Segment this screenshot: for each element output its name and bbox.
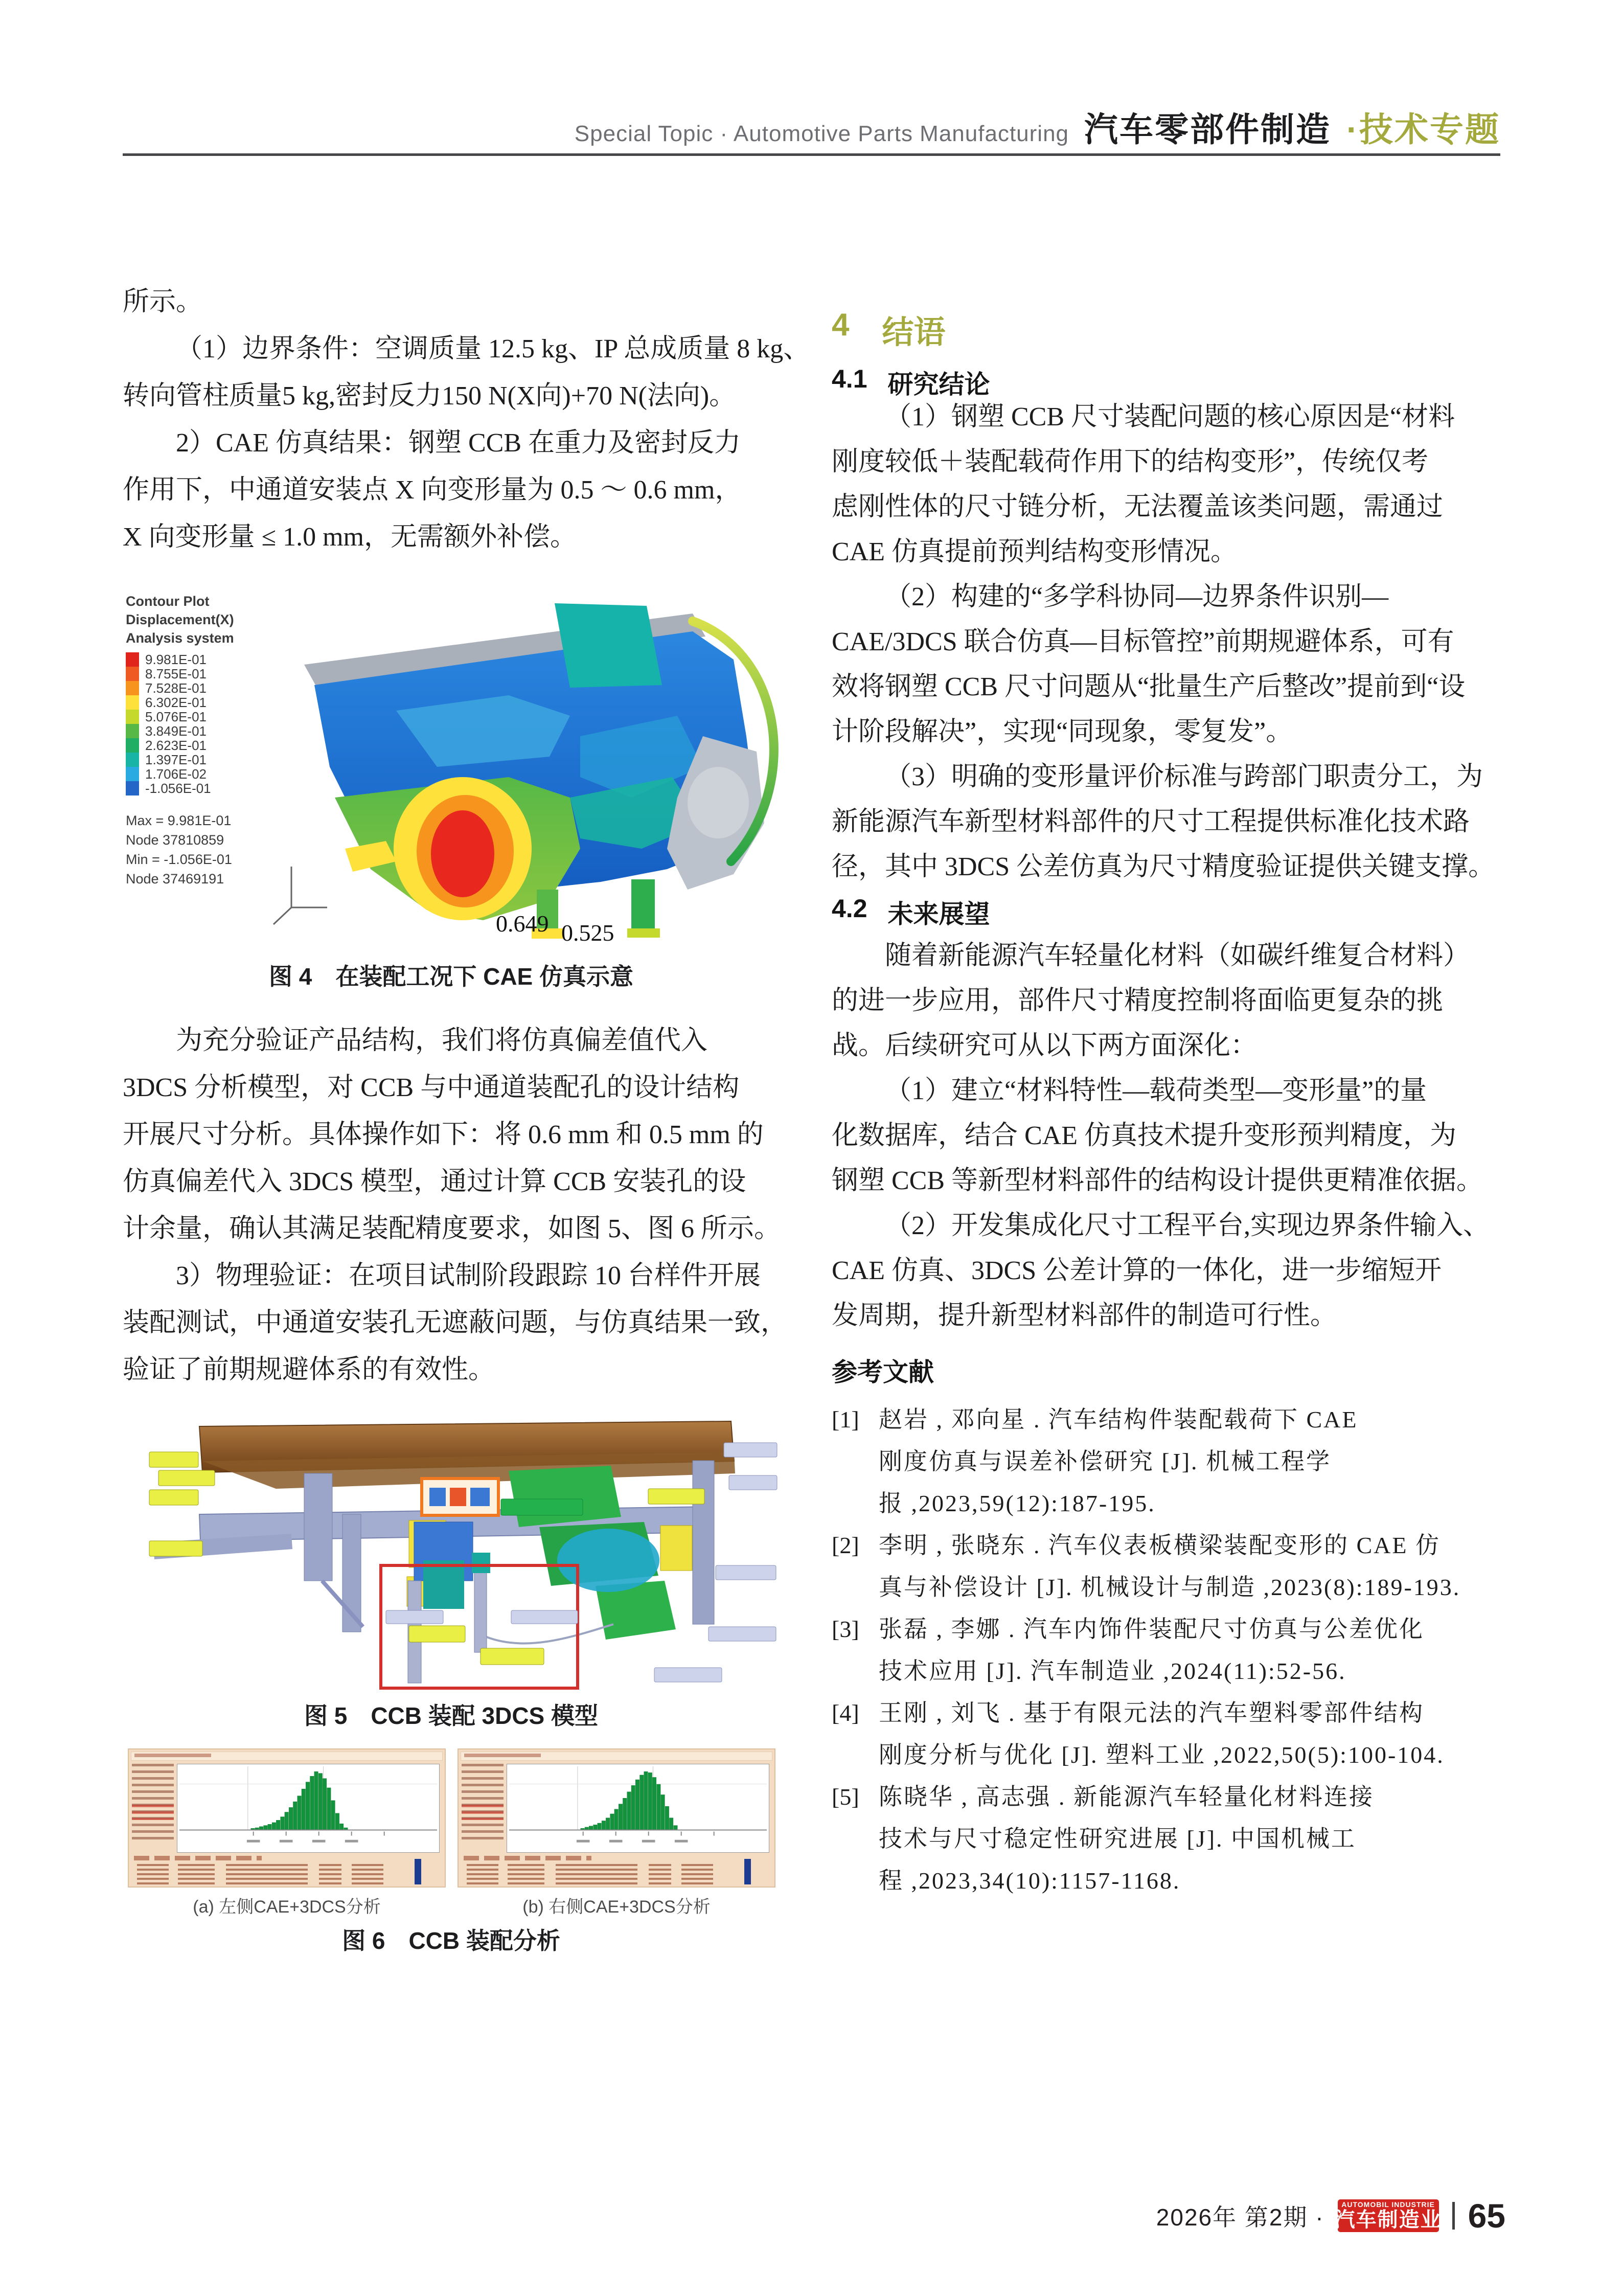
- figure5-3dcs-model: [123, 1412, 780, 1694]
- reference-text: 报 ,2023,59(12):187-195.: [879, 1490, 1156, 1516]
- logo-subtitle: AUTOMOBIL INDUSTRIE: [1341, 2200, 1435, 2209]
- hotspot-red: [431, 810, 494, 897]
- stat-min: Min = -1.056E-01: [126, 852, 232, 867]
- subsection-number: 4.1: [832, 365, 867, 393]
- body-line: 计阶段解决”，实现“同现象，零复发”。: [832, 717, 1293, 746]
- panel-table-header: [134, 1856, 262, 1860]
- part-chip: [450, 1488, 466, 1506]
- reference-item: [832, 1608, 1501, 1692]
- reference-text: 刚度仿真与误差补偿研究 [J]. 机械工程学: [879, 1448, 1332, 1474]
- paragraph-boundary-conditions: [123, 279, 810, 561]
- table-column: [556, 1864, 637, 1884]
- histogram-chart-b: [507, 1764, 769, 1852]
- stat-max: Max = 9.981E-01: [126, 813, 232, 828]
- body-line: 战。后续研究可从以下两方面深化：: [832, 1031, 1258, 1060]
- deformation-value-label: 0.525: [561, 920, 614, 946]
- section-title: 结语: [882, 315, 946, 350]
- table-column: [681, 1864, 713, 1884]
- body-line: （1）建立“材料特性—载荷类型—变形量”的量: [885, 1076, 1427, 1105]
- deformation-value-label: 0.649: [496, 911, 549, 937]
- body-line: 径，其中 3DCS 公差仿真为尺寸精度验证提供关键支撑。: [832, 852, 1495, 881]
- legend-value: 7.528E-01: [145, 680, 207, 696]
- legend-color-swatch: [126, 738, 139, 753]
- subsection-heading-outlook: [832, 894, 990, 930]
- body-line: CAE 仿真提前预判结构变形情况。: [832, 537, 1238, 566]
- model-gray-disc: [688, 767, 749, 838]
- legend-color-swatch: [126, 652, 139, 667]
- reference-text: 赵岩 , 邓向星 . 汽车结构件装配载荷下 CAE: [879, 1406, 1358, 1433]
- cyan-duct: [557, 1529, 659, 1592]
- body-line: （1）钢塑 CCB 尺寸装配问题的核心原因是“材料: [885, 402, 1455, 431]
- page-number: 65: [1468, 2197, 1505, 2235]
- contour-stats: [126, 811, 248, 889]
- reference-text: 刚度分析与优化 [J]. 塑料工业 ,2022,50(5):100-104.: [879, 1742, 1445, 1768]
- body-line: 所示。: [123, 287, 203, 316]
- body-line: CAE 仿真、3DCS 公差计算的一体化，进一步缩短开: [832, 1256, 1442, 1285]
- reference-number: [1]: [832, 1406, 859, 1433]
- subsection-title: 研究结论: [887, 370, 990, 399]
- legend-title: Displacement(X): [126, 612, 234, 627]
- body-line: X 向变形量 ≤ 1.0 mm，无需额外补偿。: [123, 522, 577, 552]
- part-chip: [429, 1488, 446, 1506]
- body-line: （1）边界条件：空调质量 12.5 kg、IP 总成质量 8 kg、: [176, 334, 810, 363]
- contour-legend-entry: [126, 695, 248, 710]
- legend-color-swatch: [126, 681, 139, 695]
- right-column: [832, 0, 1501, 2296]
- reference-number: [3]: [832, 1616, 859, 1642]
- body-line: （2）开发集成化尺寸工程平台,实现边界条件输入、: [885, 1211, 1490, 1240]
- ccb-end-frame: [693, 1461, 714, 1624]
- paragraph-conclusion-1: [832, 395, 1501, 890]
- logo-title: 汽车制造业: [1334, 2208, 1442, 2231]
- reference-text: 技术应用 [J]. 汽车制造业 ,2024(11):52-56.: [879, 1658, 1346, 1684]
- axis-triad-icon: [273, 867, 327, 924]
- magazine-logo: [1334, 2199, 1442, 2232]
- table-column: [352, 1864, 383, 1884]
- panel-stats-sidebar: [462, 1764, 504, 1839]
- panel-titlebar: [131, 1752, 443, 1761]
- green-assembly: [509, 1466, 621, 1527]
- mount-leg: [474, 1565, 487, 1652]
- table-blue-bar: [415, 1859, 421, 1884]
- header-topic-english: Special Topic · Automotive Parts Manufacturing: [574, 121, 1069, 146]
- yellow-block: [660, 1526, 692, 1571]
- legend-title: Analysis system: [126, 630, 234, 646]
- reference-item: [832, 1525, 1501, 1608]
- center-console-teal: [423, 1560, 464, 1609]
- body-line: 化数据库，结合 CAE 仿真技术提升变形预判精度，为: [832, 1121, 1457, 1150]
- legend-value: 8.755E-01: [145, 666, 207, 681]
- body-line: 钢塑 CCB 等新型材料部件的结构设计提供更精准依据。: [832, 1166, 1483, 1195]
- model-foot: [627, 928, 660, 938]
- table-column: [178, 1864, 215, 1884]
- legend-color-swatch: [126, 724, 139, 738]
- contour-legend-entry: [126, 767, 248, 781]
- stat-max-node: Node 37810859: [126, 832, 224, 848]
- legend-value: -1.056E-01: [145, 780, 211, 796]
- figure5-caption: 图 5 CCB 装配 3DCS 模型: [304, 1702, 599, 1729]
- legend-value: 5.076E-01: [145, 709, 207, 724]
- callout-label-green: [501, 1499, 583, 1515]
- figure6-subcaption-b: (b) 右侧CAE+3DCS分析: [522, 1897, 711, 1917]
- contour-legend-entry: [126, 753, 248, 767]
- legend-color-swatch: [126, 695, 139, 710]
- header-topic-tag: ·技术专题: [1346, 110, 1500, 148]
- legend-title: Contour Plot: [126, 594, 210, 609]
- legend-value: 2.623E-01: [145, 737, 207, 753]
- subsection-title: 未来展望: [887, 900, 990, 928]
- histogram-chart-a: [177, 1764, 439, 1852]
- contour-legend-entry: [126, 724, 248, 738]
- legend-color-swatch: [126, 781, 139, 795]
- reference-text: 王刚 , 刘飞 . 基于有限元法的汽车塑料零部件结构: [879, 1700, 1424, 1726]
- table-column: [226, 1864, 308, 1884]
- legend-color-swatch: [126, 710, 139, 724]
- body-line: 转向管柱质量5 kg,密封反力150 N(X向)+70 N(法向)。: [123, 381, 736, 411]
- header-topic-chinese: 汽车零部件制造: [1084, 110, 1332, 148]
- reference-item: [832, 1692, 1501, 1776]
- axis-ticks: [577, 1832, 715, 1843]
- paragraph-3dcs-verification: [123, 1017, 788, 1394]
- cae-model-illustration: [243, 583, 780, 941]
- body-line: 装配测试，中通道安装孔无遮蔽问题，与仿真结果一致，: [123, 1308, 788, 1337]
- table-column: [319, 1864, 341, 1884]
- table-blue-bar: [744, 1859, 751, 1884]
- model-leg: [631, 879, 655, 930]
- body-line: 的进一步应用，部件尺寸精度控制将面临更复杂的挑: [832, 986, 1444, 1015]
- reference-text: 真与补偿设计 [J]. 机械设计与制造 ,2023(8):189-193.: [879, 1574, 1461, 1600]
- mount-bracket: [472, 1553, 490, 1573]
- legend-value: 9.981E-01: [145, 651, 207, 667]
- legend-color-swatch: [126, 753, 139, 767]
- references-heading: [832, 1352, 934, 1389]
- body-line: 发周期，提升新型材料部件的制造可行性。: [832, 1301, 1337, 1330]
- model-teal-panel: [555, 603, 662, 688]
- body-line: 仿真偏差代入 3DCS 模型，通过计算 CCB 安装孔的设: [123, 1167, 746, 1196]
- subsection-number: 4.2: [832, 894, 867, 923]
- body-line: 作用下，中通道安装点 X 向变形量为 0.5 ～ 0.6 mm，: [123, 475, 742, 505]
- table-column: [137, 1864, 169, 1884]
- reference-item: [832, 1776, 1501, 1902]
- contour-legend-entry: [126, 710, 248, 724]
- axis-ticks: [247, 1832, 385, 1843]
- body-line: （2）构建的“多学科协同—边界条件识别—: [885, 582, 1389, 611]
- ccb-tower: [304, 1473, 332, 1581]
- figure6-subcaption-a: (a) 左侧CAE+3DCS分析: [193, 1897, 381, 1917]
- reference-text: 张磊 , 李娜 . 汽车内饰件装配尺寸仿真与公差优化: [879, 1616, 1424, 1642]
- issue-label: 2026年 第2期 ·: [1156, 2204, 1324, 2231]
- body-line: CAE/3DCS 联合仿真—目标管控”前期规避体系，可有: [832, 627, 1454, 656]
- footer-divider: [1452, 2202, 1455, 2230]
- panel-histogram-plot: [177, 1764, 440, 1853]
- reference-text: 陈晓华 , 高志强 . 新能源汽车轻量化材料连接: [879, 1784, 1374, 1810]
- body-line: 虑刚性体的尺寸链分析，无法覆盖该类问题，需通过: [832, 492, 1444, 521]
- reference-text: 李明 , 张晓东 . 汽车仪表板横梁装配变形的 CAE 仿: [879, 1532, 1441, 1558]
- figure6-panel-b: [458, 1748, 775, 1888]
- part-chip: [470, 1488, 490, 1506]
- table-column: [467, 1864, 498, 1884]
- reference-number: [2]: [832, 1532, 859, 1558]
- legend-color-swatch: [126, 667, 139, 681]
- contour-legend-entry: [126, 738, 248, 753]
- body-line: （3）明确的变形量评价标准与跨部门职责分工，为: [885, 762, 1483, 791]
- reference-text: 技术与尺寸稳定性研究进展 [J]. 中国机械工: [879, 1826, 1357, 1852]
- leader-line: [487, 1624, 613, 1644]
- body-line: 3DCS 分析模型，对 CCB 与中通道装配孔的设计结构: [123, 1073, 740, 1102]
- panel-histogram-plot: [507, 1764, 769, 1853]
- reference-item: [832, 1399, 1501, 1525]
- figure4-cae-contour-plot: [123, 583, 780, 955]
- stat-min-node: Node 37469191: [126, 871, 224, 886]
- body-line: 刚度较低＋装配载荷作用下的结构变形”，传统仅考: [832, 447, 1429, 476]
- table-column: [508, 1864, 544, 1884]
- section-number: 4: [832, 307, 850, 343]
- body-line: 为充分验证产品结构，我们将仿真偏差值代入: [176, 1026, 708, 1055]
- figure4-caption: 图 4 在装配工况下 CAE 仿真示意: [268, 963, 634, 990]
- figure6-panel-a: [128, 1748, 446, 1888]
- contour-legend: [126, 592, 248, 889]
- legend-value: 1.397E-01: [145, 752, 207, 767]
- paragraph-outlook: [832, 934, 1501, 1338]
- legend-value: 1.706E-02: [145, 766, 207, 782]
- references-title: 参考文献: [832, 1358, 934, 1386]
- legend-value: 3.849E-01: [145, 723, 207, 739]
- contour-legend-entry: [126, 681, 248, 695]
- reference-number: [4]: [832, 1700, 859, 1726]
- page-footer: [1156, 2196, 1505, 2235]
- reference-text: 程 ,2023,34(10):1157-1168.: [879, 1868, 1181, 1894]
- panel-titlebar: [461, 1752, 772, 1761]
- body-line: 计余量，确认其满足装配精度要求，如图 5、图 6 所示。: [123, 1214, 781, 1243]
- body-line: 2）CAE 仿真结果：钢塑 CCB 在重力及密封反力: [176, 428, 741, 458]
- legend-value: 6.302E-01: [145, 694, 207, 710]
- body-line: 新能源汽车新型材料部件的尺寸工程提供标准化技术路: [832, 807, 1470, 836]
- figure6-caption: 图 6 CCB 装配分析: [342, 1927, 560, 1954]
- panel-stats-sidebar: [132, 1764, 174, 1839]
- legend-color-swatch: [126, 767, 139, 781]
- contour-legend-entry: [126, 667, 248, 681]
- body-line: 随着新能源汽车轻量化材料（如碳纤维复合材料）: [885, 941, 1470, 970]
- left-column: [123, 0, 810, 2296]
- section-heading-conclusion: [832, 307, 946, 352]
- panel-table-header: [464, 1856, 591, 1860]
- body-line: 3）物理验证：在项目试制阶段跟踪 10 台样件开展: [176, 1261, 761, 1290]
- contour-legend-scale: [126, 652, 248, 795]
- body-line: 效将钢塑 CCB 尺寸问题从“批量生产后整改”提前到“设: [832, 672, 1466, 701]
- contour-legend-entry: [126, 652, 248, 667]
- table-column: [649, 1864, 671, 1884]
- body-line: 验证了前期规避体系的有效性。: [123, 1355, 495, 1384]
- reference-number: [5]: [832, 1784, 859, 1810]
- body-line: 开展尺寸分析。具体操作如下：将 0.6 mm 和 0.5 mm 的: [123, 1120, 764, 1149]
- contour-legend-entry: [126, 781, 248, 795]
- references-list: [832, 1399, 1501, 1902]
